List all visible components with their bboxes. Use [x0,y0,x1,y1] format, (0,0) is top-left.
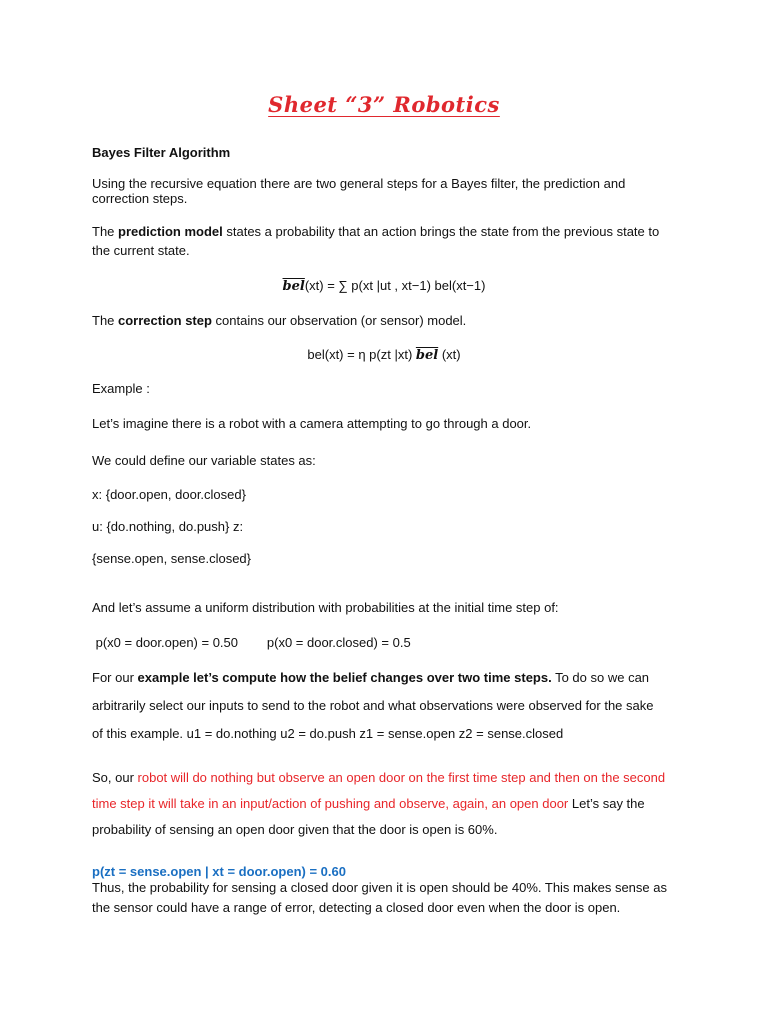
correction-post: contains our observation (or sensor) model. [211,313,467,328]
compute-pre: For our [92,670,138,685]
bel-bar-symbol: $\overline{bel}$ [282,279,305,294]
blue-equation: p(zt = sense.open | xt = door.open) = 0.60 [92,864,346,879]
intro-line-2: correction steps. [92,191,188,206]
x-states: x: {door.open, door.closed} [92,487,246,502]
correction-paragraph [92,313,682,329]
compute-paragraph-line-3: of this example. u1 = do.nothing u2 = do.push z1 = sense.open z2 = sense.closed [92,726,564,741]
initial-probabilities: p(x0 = door.open) = 0.50 p(x0 = door.closed) = 0.5 [92,635,411,650]
correction-equation [0,347,768,364]
example-label: Example : [92,381,150,396]
prediction-post: states a probability that an action brings the state from the previous state to [222,224,660,239]
z-states: {sense.open, sense.closed} [92,551,252,566]
thus-line-1: Thus, the probability for sensing a closed door given it is open should be 40%. This makes sense as [92,880,667,895]
states-intro: We could define our variable states as: [92,453,316,468]
prediction-pre: The [92,224,119,239]
correction-bold: correction step [118,313,212,328]
compute-post: To do so we can [551,670,650,685]
prediction-equation-rest: (xt) = ∑ p(xt |ut , xt−1) bel(xt−1) [304,278,486,293]
soour-paragraph-line-2 [92,796,682,812]
prediction-paragraph-line-1 [92,224,682,240]
prediction-paragraph-line-2: the current state. [92,243,190,258]
thus-line-2: the sensor could have a range of error, detecting a closed door even when the door is open. [92,900,621,915]
compute-bold: example let’s compute how the belief changes over two time steps. [137,670,552,685]
u-states: u: {do.nothing, do.push} z: [92,519,244,534]
robot-sentence: Let’s imagine there is a robot with a camera attempting to go through a door. [92,416,532,431]
compute-paragraph-line-1 [92,670,682,686]
compute-paragraph-line-2: arbitrarily select our inputs to send to the robot and what observations were observed for the sake [92,698,654,713]
intro-line-1: Using the recursive equation there are two general steps for a Bayes filter, the prediction and [92,176,626,191]
prediction-bold: prediction model [118,224,223,239]
assume-sentence: And let’s assume a uniform distribution with probabilities at the initial time step of: [92,600,559,615]
correction-equation-post: (xt) [438,347,461,362]
correction-equation-pre: bel(xt) = η p(zt |xt) [307,347,416,362]
soour-pre: So, our [92,770,138,785]
soour-red-1: robot will do nothing but observe an open door on the first time step and then on the second [137,770,666,785]
soour-paragraph-line-1 [92,770,682,786]
soour-paragraph-line-3: probability of sensing an open door given that the door is open is 60%. [92,822,498,837]
soour-post: Let’s say the [568,796,645,811]
bel-bar-symbol: $\overline{bel}$ [415,348,439,363]
prediction-equation [0,278,768,295]
correction-pre: The [92,313,119,328]
document-title: Sheet “3” Robotics [268,92,500,117]
section-heading: Bayes Filter Algorithm [92,145,231,160]
soour-red-2: time step it will take in an input/action of pushing and observe, again, an open door [92,796,569,811]
